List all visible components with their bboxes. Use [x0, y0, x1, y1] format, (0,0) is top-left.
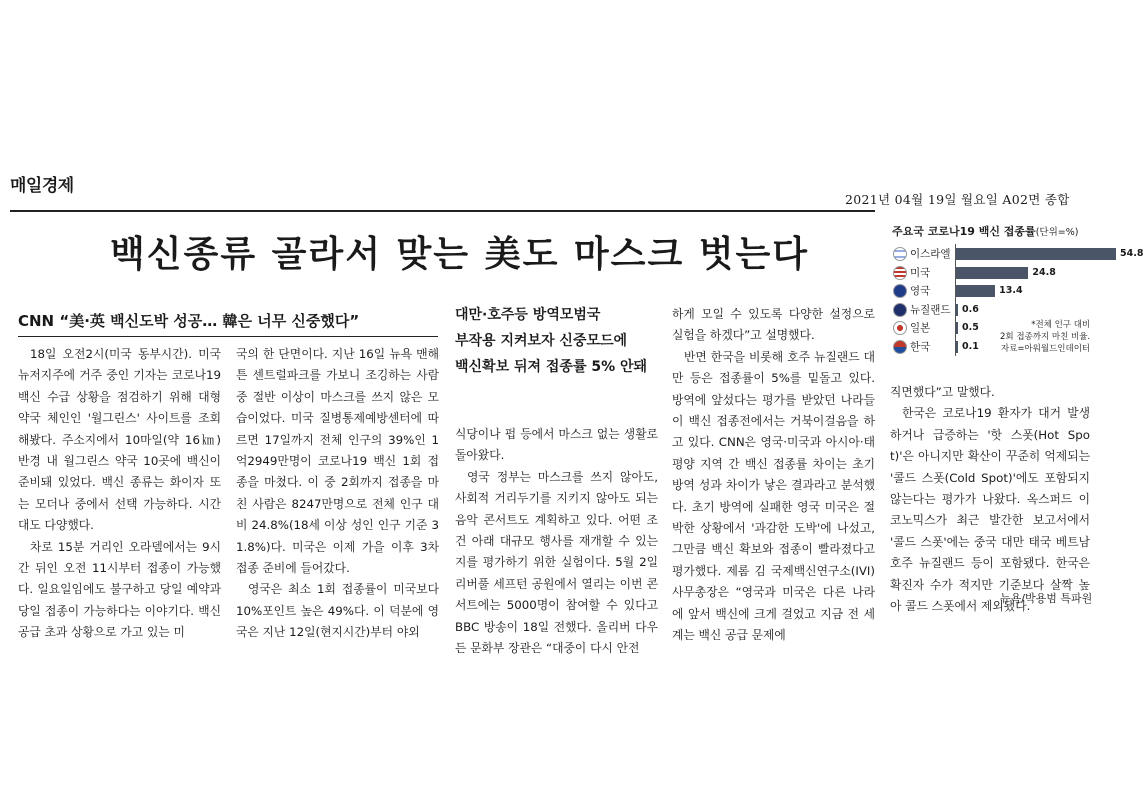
chart-value-label: 24.8 — [1032, 266, 1056, 278]
usa-flag-icon — [893, 266, 907, 280]
article-headline: 백신종류 골라서 맞는 美도 마스크 벗는다 — [110, 233, 810, 275]
subheadline-side — [455, 302, 670, 380]
paragraph: 식당이나 펍 등에서 마스크 없는 생활로 돌아왔다. — [455, 427, 658, 463]
chart-note-line: *전체 인구 대비 — [1031, 320, 1091, 330]
chart-bar — [956, 267, 1028, 279]
chart-category-label: 일본 — [910, 322, 931, 334]
paragraph: 국의 한 단면이다. 지난 16일 뉴욕 맨해튼 센트럴파크를 가보니 조깅하는 사람 중 절반 이상이 마스크를 쓰지 않은 모습이었다. 미국 질병통제예방센터에 따르면 17일까지 전체 인구의 39%인 1억2949만명이 코로나19 백신 1회 접종을 마쳤다. 이 중 2회까지 접종을 마친 사람은 8247만명으로 전체 인구 대비 24.8%(18세 이상 성인 인구 기준 31.8%)다. 미국은 이제 가을 이후 3차 접종 준비에 들어갔다. — [236, 347, 439, 576]
subheadline-line: 백신확보 뒤져 접종률 5% 안돼 — [455, 359, 648, 375]
chart-bar — [956, 248, 1116, 260]
article-column-3 — [455, 424, 658, 659]
korea-flag-icon — [893, 340, 907, 354]
chart-row — [893, 266, 1093, 282]
top-rule — [10, 210, 875, 212]
paragraph: 영국 정부는 마스크를 쓰지 않아도, 사회적 거리두기를 지키지 않아도 되는 음악 콘서트도 계획하고 있다. 어떤 조건 아래 대규모 행사를 재개할 수 있는지를 평가하기 위한 실험이다. 5월 2일 리버풀 세프턴 공원에서 열리는 이번 콘서트에는 5000명이 참여할 수 있다고 BBC 방송이 18일 전했다. 올리버 다우든 문화부 장관은 “대중이 다시 안전 — [455, 469, 658, 656]
chart-category-label: 한국 — [910, 340, 931, 353]
uk-flag-icon — [893, 284, 907, 298]
chart-category-label: 영국 — [910, 285, 931, 297]
chart-row — [893, 284, 1093, 300]
chart-title — [892, 223, 1078, 239]
japan-flag-icon — [893, 321, 907, 335]
chart-row — [893, 247, 1143, 263]
chart-category-label: 미국 — [910, 266, 931, 279]
chart-note-line: 자료=아워월드인데이터 — [1000, 344, 1091, 354]
chart-category-label: 이스라엘 — [910, 248, 951, 260]
chart-note — [1000, 319, 1090, 355]
article-column-2 — [236, 344, 439, 644]
chart-value-label: 0.1 — [962, 340, 979, 352]
paragraph: 18일 오전2시(미국 동부시간). 미국 뉴저지주에 거주 중인 기자는 코로나19 백신 수급 상황을 점검하기 위해 대형 약국 체인인 '월그린스' 사이트를 조회해봤다. 주소지에서 10마일(약 16㎞) 반경 내 월그린스 약국 10곳에 백신이 준비돼 있었다. 백신 종류는 화이자 또는 모더나 중에서 선택 가능하다. 시간대도 다양했다. — [18, 347, 221, 533]
chart-row — [893, 303, 1093, 319]
chart-unit: (단위=%) — [1035, 227, 1079, 238]
article-column-4 — [672, 304, 875, 647]
chart-value-label: 0.5 — [962, 322, 979, 333]
article-column-1 — [18, 344, 221, 644]
chart-bar — [956, 341, 958, 353]
paragraph: 하게 모일 수 있도록 다양한 설정으로 실험을 하겠다”고 설명했다. — [672, 307, 875, 343]
subheadline-line: 대만·호주등 방역모범국 — [455, 307, 601, 323]
subheadline-line: 부작용 지켜보자 신중모드에 — [455, 333, 628, 349]
chart-category-label: 뉴질랜드 — [910, 303, 951, 316]
newspaper-masthead: 매일경제 — [10, 176, 74, 196]
chart-value-label: 13.4 — [999, 285, 1023, 296]
paragraph: 반면 한국을 비롯해 호주 뉴질랜드 대만 등은 접종률이 5%를 밑돌고 있다. 방역에 앞섰다는 평가를 받았던 나라들이 백신 접종전에서는 거북이걸음을 하고 있다. CNN은 영국·미국과 아시아·태평양 지역 간 백신 접종률 차이는 초기 방역 성과 차이가 낳은 결과라고 분석했다. 초기 방역에 실패한 영국 미국은 절박한 상황에서 '과감한 도박'에 나섰고, 그만큼 백신 확보와 접종이 빨라졌다고 평가했다. 제롬 김 국제백신연구소(IVI) 사무총장은 “영국과 미국은 다른 나라에 앞서 백신에 크게 걸었고 지금 전 세계는 백신 공급 문제에 — [672, 349, 875, 643]
sub-rule — [18, 336, 438, 337]
new-zealand-flag-icon — [893, 303, 907, 317]
article-column-5 — [890, 382, 1093, 617]
paragraph: 영국은 최소 1회 접종률이 미국보다 10%포인트 높은 49%다. 이 덕분에 영국은 지난 12일(현지시간)부터 야외 — [236, 582, 439, 640]
publication-dateline: 2021년 04월 19일 월요일 A02면 종합 — [845, 192, 1070, 207]
chart-bar — [956, 285, 995, 297]
subheadline-cnn: CNN “美·英 백신도박 성공… 韓은 너무 신중했다” — [18, 312, 360, 330]
chart-bar — [956, 322, 958, 334]
chart-note-line: 2회 접종까지 마친 비율. — [1000, 332, 1091, 342]
paragraph: 한국은 코로나19 환자가 대거 발생하거나 급증하는 '핫 스폿(Hot Spot)'은 아니지만 확산이 꾸준히 억제되는 '콜드 스폿(Cold Spot)'에도 포함되지 않는다는 평가가 나왔다. 옥스퍼드 이코노믹스가 최근 발간한 보고서에서 '콜드 스폿'에는 중국 대만 태국 베트남 호주 뉴질랜드 등이 포함됐다. 한국은 확진자 수가 적지만 기준보다 살짝 높아 콜드 스폿에서 제외됐다. — [890, 406, 1090, 614]
chart-value-label: 0.6 — [962, 303, 979, 315]
byline: 뉴욕/박용범 특파원 — [1000, 592, 1093, 605]
paragraph: 직면했다”고 말했다. — [890, 385, 995, 399]
chart-bar — [956, 304, 958, 316]
chart-title-text: 주요국 코로나19 백신 접종률 — [892, 225, 1036, 238]
israel-flag-icon — [893, 247, 907, 261]
chart-value-label: 54.8 — [1120, 248, 1143, 259]
paragraph: 차로 15분 거리인 오라델에서는 9시간 뒤인 오전 11시부터 접종이 가능했다. 일요일임에도 불구하고 당일 예약과 당일 접종이 가능하다는 이야기다. 백신 공급 초과 상황으로 가고 있는 미 — [18, 539, 221, 640]
